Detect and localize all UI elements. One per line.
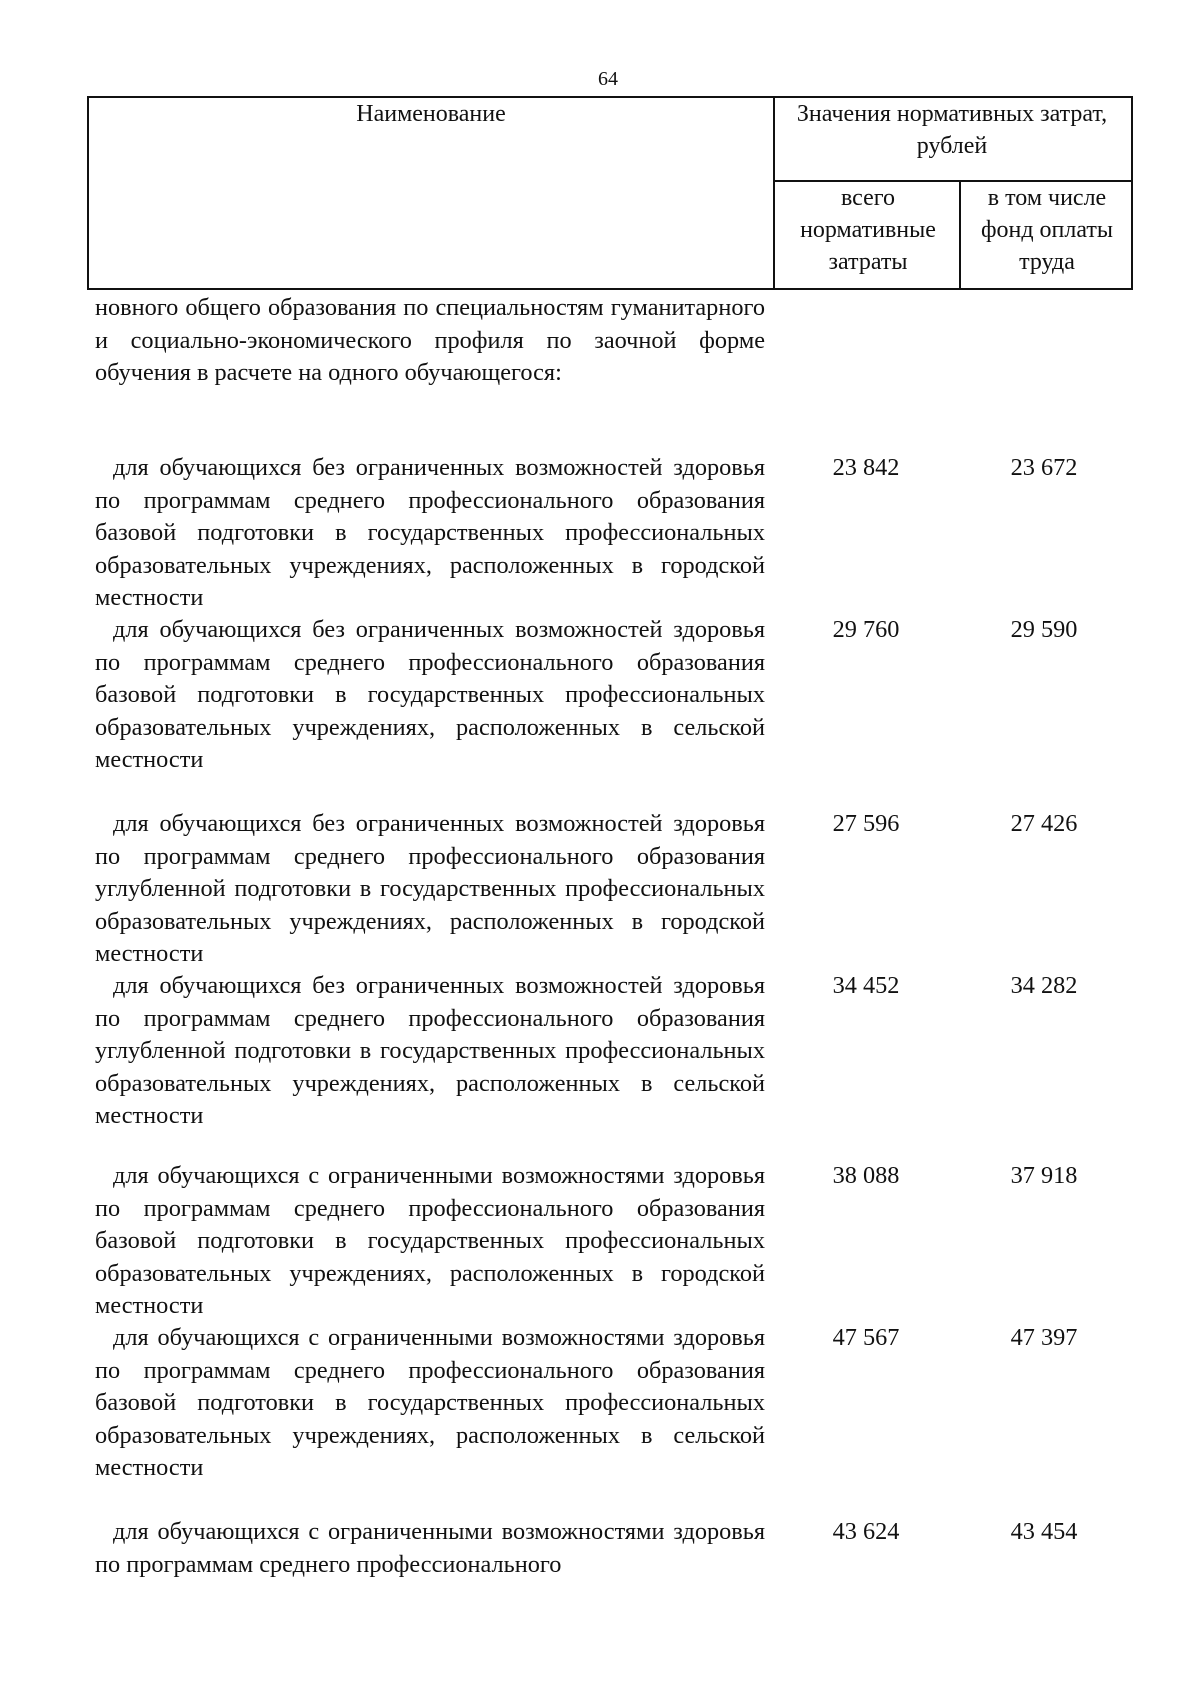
intro-text: новного общего образования по специальностям гуманитарного и социально-экономического профиля по заочной форме обучения в расчете на одного обучающегося: <box>95 294 765 387</box>
row-description: для обучающихся без ограниченных возможностей здоровья по программам среднего профессионального образования углубленной подготовки в государственных профессиональных образовательных учреждениях, расположенных в городской местности <box>95 810 765 968</box>
header-divider-sub <box>959 180 961 288</box>
row-wages-value: 27 426 <box>1010 810 1078 837</box>
header-divider-main <box>773 98 775 288</box>
row-description: для обучающихся без ограниченных возможностей здоровья по программам среднего профессионального образования базовой подготовки в государственных профессиональных образовательных учреждениях, расположенных в сельской местности <box>95 616 765 774</box>
row-total-value: 23 842 <box>832 454 900 481</box>
row-total-value: 47 567 <box>832 1324 900 1351</box>
row-description: для обучающихся с ограниченными возможностями здоровья по программам среднего профессионального образования базовой подготовки в государственных профессиональных образовательных учреждениях, расположенных в городской местности <box>95 1162 765 1320</box>
row-description: для обучающихся без ограниченных возможностей здоровья по программам среднего профессионального образования базовой подготовки в государственных профессиональных образовательных учреждениях, расположенных в городской местности <box>95 454 765 612</box>
row-wages-value: 43 454 <box>1010 1518 1078 1545</box>
row-total-value: 34 452 <box>832 972 900 999</box>
header-total: всего нормативные затраты <box>800 185 936 275</box>
row-description: для обучающихся с ограниченными возможностями здоровья по программам среднего профессионального <box>95 1518 765 1578</box>
header-wages: в том числе фонд оплаты труда <box>980 185 1114 275</box>
row-total-value: 29 760 <box>832 616 900 643</box>
row-description: для обучающихся с ограниченными возможностями здоровья по программам среднего профессионального образования базовой подготовки в государственных профессиональных образовательных учреждениях, расположенных в сельской местности <box>95 1324 765 1482</box>
header-values-group: Значения нормативных затрат, рублей <box>796 101 1108 159</box>
header-name: Наименование <box>356 101 506 127</box>
row-total-value: 27 596 <box>832 810 900 837</box>
page-number: 64 <box>598 68 618 90</box>
row-total-value: 38 088 <box>832 1162 900 1189</box>
row-wages-value: 34 282 <box>1010 972 1078 999</box>
table-header <box>87 96 1133 290</box>
row-wages-value: 37 918 <box>1010 1162 1078 1189</box>
row-wages-value: 47 397 <box>1010 1324 1078 1351</box>
row-total-value: 43 624 <box>832 1518 900 1545</box>
row-wages-value: 29 590 <box>1010 616 1078 643</box>
row-wages-value: 23 672 <box>1010 454 1078 481</box>
row-description: для обучающихся без ограниченных возможностей здоровья по программам среднего профессионального образования углубленной подготовки в государственных профессиональных образовательных учреждениях, расположенных в сельской местности <box>95 972 765 1130</box>
